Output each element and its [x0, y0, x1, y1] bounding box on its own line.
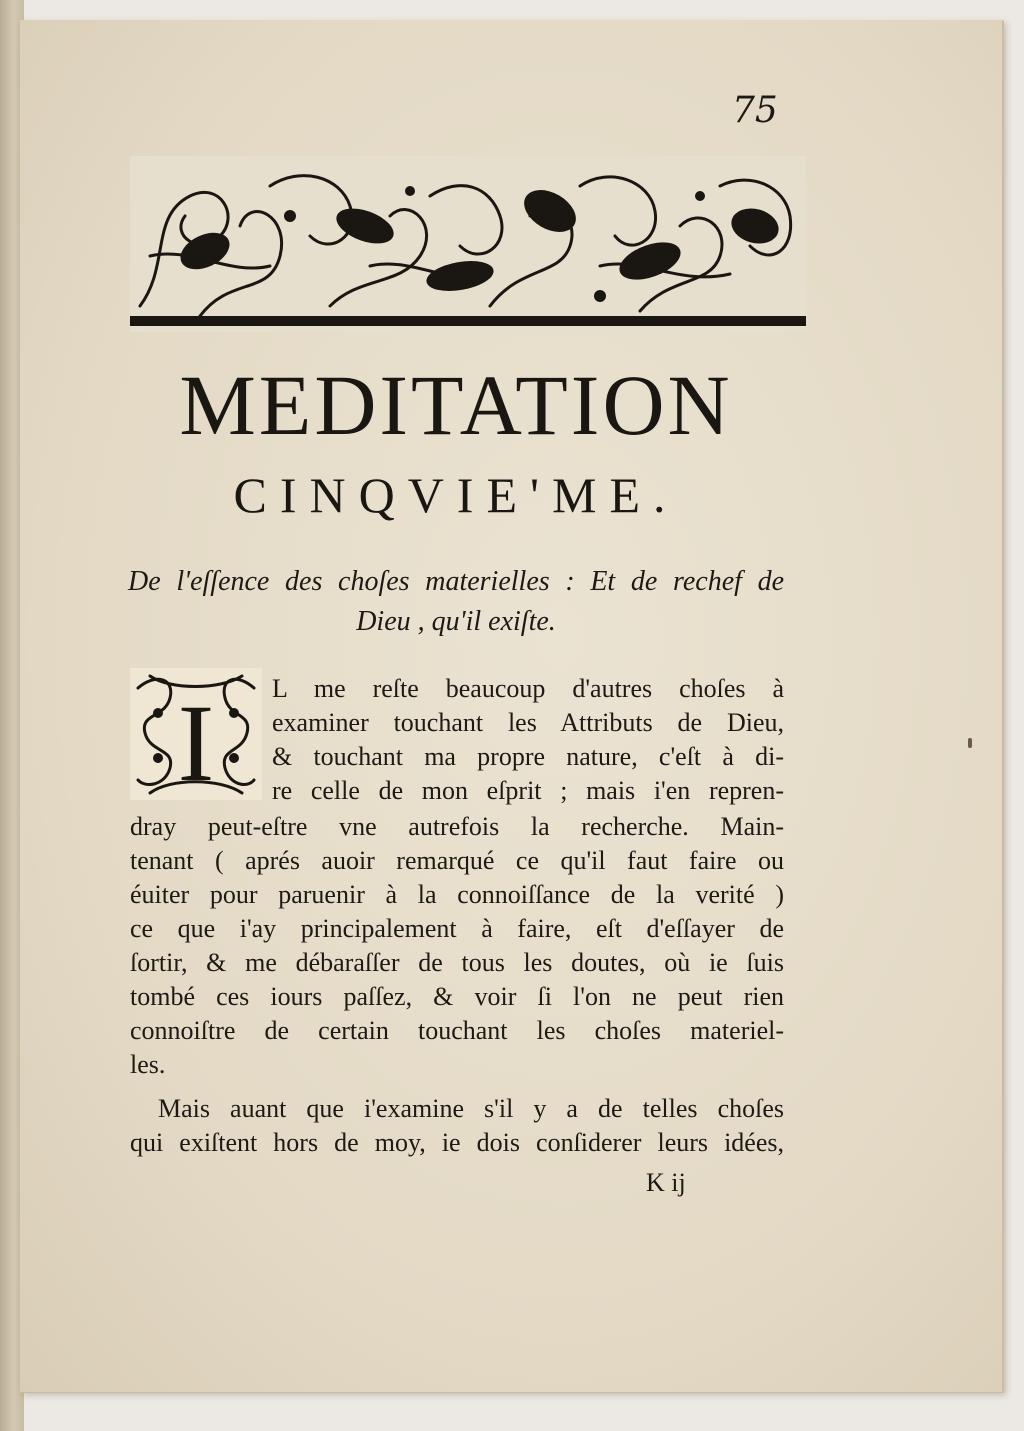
text-line: ce que i'ay principalement à faire, eſt d'eſſayer de	[130, 914, 784, 943]
chapter-subtitle: CINQVIE'ME.	[233, 467, 679, 523]
text-line: L me reſte beaucoup d'autres choſes à	[272, 674, 784, 703]
text-line: re celle de mon eſprit ; mais i'en repren-	[272, 776, 784, 805]
text-line: dray peut-eſtre vne autrefois la recherche. Main-	[130, 812, 784, 841]
section-heading-line-1: De l'eſſence des choſes materielles : Et de rechef de	[128, 566, 784, 597]
text-line: les.	[130, 1050, 166, 1079]
catchword-signature: K ij	[646, 1168, 686, 1197]
drop-cap-letter: I	[177, 682, 215, 800]
text-line: éuiter pour paruenir à la connoiſſance de la verité )	[130, 880, 784, 909]
page-number: 75	[732, 90, 778, 131]
text-line: examiner touchant les Attributs de Dieu,	[272, 708, 784, 737]
section-heading-line-2: Dieu , qu'il exiſte.	[356, 606, 556, 637]
text-line: qui exiſtent hors de moy, ie dois conſiderer leurs idées,	[130, 1128, 784, 1157]
text-line: Mais auant que i'examine s'il y a de telles choſes	[158, 1094, 784, 1123]
binding-mark	[968, 738, 972, 748]
text-line: tombé ces iours paſſez, & voir ſi l'on ne peut rien	[130, 982, 784, 1011]
text-line: connoiſtre de certain touchant les choſes materiel-	[130, 1016, 784, 1045]
text-line: & touchant ma propre nature, c'eſt à di-	[272, 742, 784, 771]
text-line: ſortir, & me débaraſſer de tous les doutes, où ie ſuis	[130, 948, 784, 977]
chapter-title: MEDITATION	[179, 357, 733, 453]
section-heading	[128, 562, 784, 642]
ornamental-headpiece	[130, 156, 806, 332]
decorated-initial	[130, 668, 262, 800]
text-line: tenant ( aprés auoir remarqué ce qu'il faut faire ou	[130, 846, 784, 875]
